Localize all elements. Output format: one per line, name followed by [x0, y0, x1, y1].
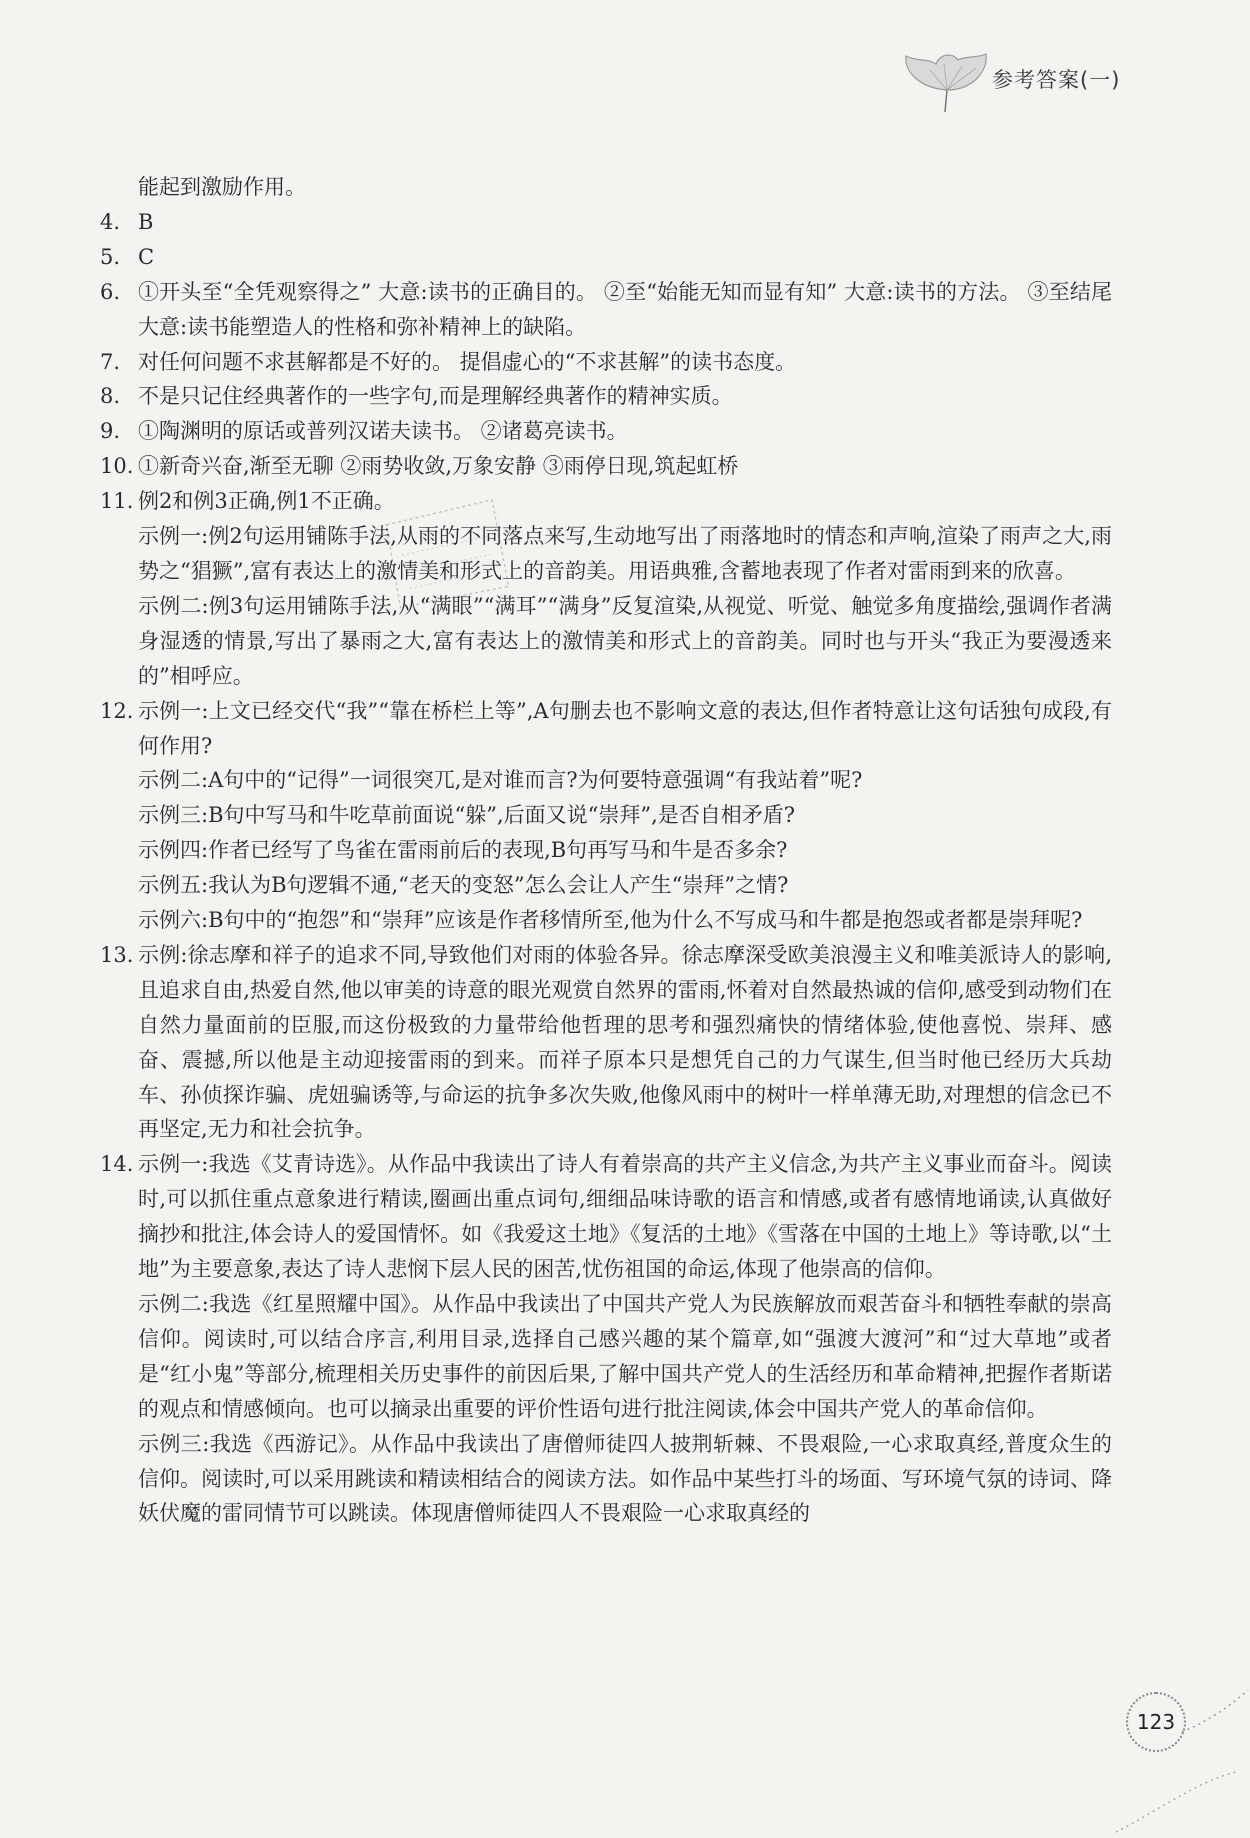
answer-paragraph: 示例一:上文已经交代“我”“靠在桥栏上等”,A句删去也不影响文意的表达,但作者特意让这句话独句成段,有何作用?: [138, 698, 1112, 758]
answer-item-4: [100, 205, 1112, 240]
answer-item-9: [100, 414, 1112, 449]
answer-paragraph: 示例五:我认为B句逻辑不通,“老天的变怒”怎么会让人产生“崇拜”之情?: [138, 873, 789, 898]
page-number: 123: [1126, 1692, 1186, 1752]
header-title: 参考答案(一): [992, 68, 1121, 92]
item-number: 12.: [100, 698, 134, 723]
answer-content: [100, 170, 1112, 1531]
answer-paragraph: 对任何问题不求甚解都是不好的。 提倡虚心的“不求甚解”的读书态度。: [138, 349, 797, 374]
answer-paragraph: 不是只记住经典著作的一些字句,而是理解经典著作的精神实质。: [138, 384, 733, 409]
item-number: 13.: [100, 942, 134, 967]
answer-item-14: [100, 1147, 1112, 1531]
answer-item-10: [100, 449, 1112, 484]
dotted-curve-decoration: [1116, 1682, 1250, 1838]
item-number: 9.: [100, 419, 121, 444]
item-number: 4.: [100, 209, 121, 234]
answer-paragraph: 示例一:例2句运用铺陈手法,从雨的不同落点来写,生动地写出了雨落地时的情态和声响,渲染了雨声之大,雨势之“猖獗”,富有表达上的激情美和形式上的音韵美。用语典雅,含蓄地表现了作者对雷雨到来的欣喜。: [138, 524, 1112, 583]
answer-paragraph: 示例三:我选《西游记》。从作品中我读出了唐僧师徒四人披荆斩棘、不畏艰险,一心求取真经,普度众生的信仰。阅读时,可以采用跳读和精读相结合的阅读方法。如作品中某些打斗的场面、写环境气氛的诗词、降妖伏魔的雷同情节可以跳读。体现唐僧师徒四人不畏艰险一心求取真经的: [138, 1431, 1112, 1526]
answer-paragraph: 示例:徐志摩和祥子的追求不同,导致他们对雨的体验各异。徐志摩深受欧美浪漫主义和唯美派诗人的影响,且追求自由,热爱自然,他以审美的诗意的眼光观赏自然界的雷雨,怀着对自然最热诚的信仰,感受到动物们在自然力量面前的臣服,而这份极致的力量带给他哲理的思考和强烈痛快的情绪体验,使他喜悦、崇拜、感奋、震撼,所以他是主动迎接雷雨的到来。而祥子原本只是想凭自己的力气谋生,但当时他已经历大兵劫车、孙侦探诈骗、虎妞骗诱等,与命运的抗争多次失败,他像风雨中的树叶一样单薄无助,对理想的信念已不再坚定,无力和社会抗争。: [138, 942, 1112, 1142]
continuation-text: 能起到激励作用。: [138, 175, 306, 199]
item-number: 11.: [100, 489, 134, 514]
item-number: 10.: [100, 454, 134, 479]
continuation-line: [100, 170, 1112, 205]
answer-item-5: [100, 240, 1112, 275]
answer-paragraph: 示例二:我选《红星照耀中国》。从作品中我读出了中国共产党人为民族解放而艰苦奋斗和牺牲奉献的崇高信仰。阅读时,可以结合序言,利用目录,选择自己感兴趣的某个篇章,如“强渡大渡河”和“过大草地”或者是“红小鬼”等部分,梳理相关历史事件的前因后果,了解中国共产党人的生活经历和革命精神,把握作者斯诺的观点和情感倾向。也可以摘录出重要的评价性语句进行批注阅读,体会中国共产党人的革命信仰。: [138, 1292, 1112, 1421]
item-number-spacer: [100, 170, 138, 205]
answer-paragraph: ①陶渊明的原话或普列汉诺夫读书。 ②诸葛亮读书。: [138, 419, 628, 444]
item-number: 6.: [100, 279, 121, 304]
item-number: 8.: [100, 384, 121, 409]
answer-paragraph: 示例三:B句中写马和牛吃草前面说“躲”,后面又说“崇拜”,是否自相矛盾?: [138, 803, 796, 828]
answer-paragraph: 示例二:A句中的“记得”一词很突兀,是对谁而言?为何要特意强调“有我站着”呢?: [138, 768, 863, 793]
answer-paragraph: B: [138, 209, 154, 234]
item-number: 7.: [100, 349, 121, 374]
answer-item-6: [100, 275, 1112, 345]
answer-item-8: [100, 379, 1112, 414]
page-header: [900, 50, 1220, 130]
answer-paragraph: 示例二:例3句运用铺陈手法,从“满眼”“满耳”“满身”反复渲染,从视觉、听觉、触觉多角度描绘,强调作者满身湿透的情景,写出了暴雨之大,富有表达上的激情美和形式上的音韵美。同时也与开头“我正为要漫透来的”相呼应。: [138, 593, 1112, 688]
answer-paragraph: ①新奇兴奋,渐至无聊 ②雨势收敛,万象安静 ③雨停日现,筑起虹桥: [138, 454, 739, 479]
answer-paragraph: 示例四:作者已经写了鸟雀在雷雨前后的表现,B句再写马和牛是否多余?: [138, 838, 788, 863]
item-number: 14.: [100, 1152, 134, 1177]
answer-item-11: [100, 484, 1112, 693]
page-footer: [1116, 1682, 1250, 1838]
answer-item-13: [100, 938, 1112, 1147]
answer-paragraph: 示例一:我选《艾青诗选》。从作品中我读出了诗人有着崇高的共产主义信念,为共产主义事业而奋斗。阅读时,可以抓住重点意象进行精读,圈画出重点词句,细细品味诗歌的语言和情感,或者有感情地诵读,认真做好摘抄和批注,体会诗人的爱国情怀。如《我爱这土地》《复活的土地》《雪落在中国的土地上》等诗歌,以“土地”为主要意象,表达了诗人悲悯下层人民的困苦,忧伤祖国的命运,体现了他崇高的信仰。: [138, 1152, 1112, 1282]
answer-paragraph: 示例六:B句中的“抱怨”和“崇拜”应该是作者移情所至,他为什么不写成马和牛都是抱怨或者都是崇拜呢?: [138, 908, 1083, 933]
ginkgo-leaf-icon: [900, 50, 990, 120]
answer-paragraph: 例2和例3正确,例1不正确。: [138, 489, 395, 514]
answer-paragraph: ①开头至“全凭观察得之” 大意:读书的正确目的。 ②至“始能无知而显有知” 大意:读书的方法。 ③至结尾 大意:读书能塑造人的性格和弥补精神上的缺陷。: [138, 279, 1112, 339]
answer-paragraph: C: [138, 244, 155, 269]
item-number: 5.: [100, 244, 121, 269]
answer-item-12: [100, 694, 1112, 938]
answer-item-7: [100, 345, 1112, 380]
